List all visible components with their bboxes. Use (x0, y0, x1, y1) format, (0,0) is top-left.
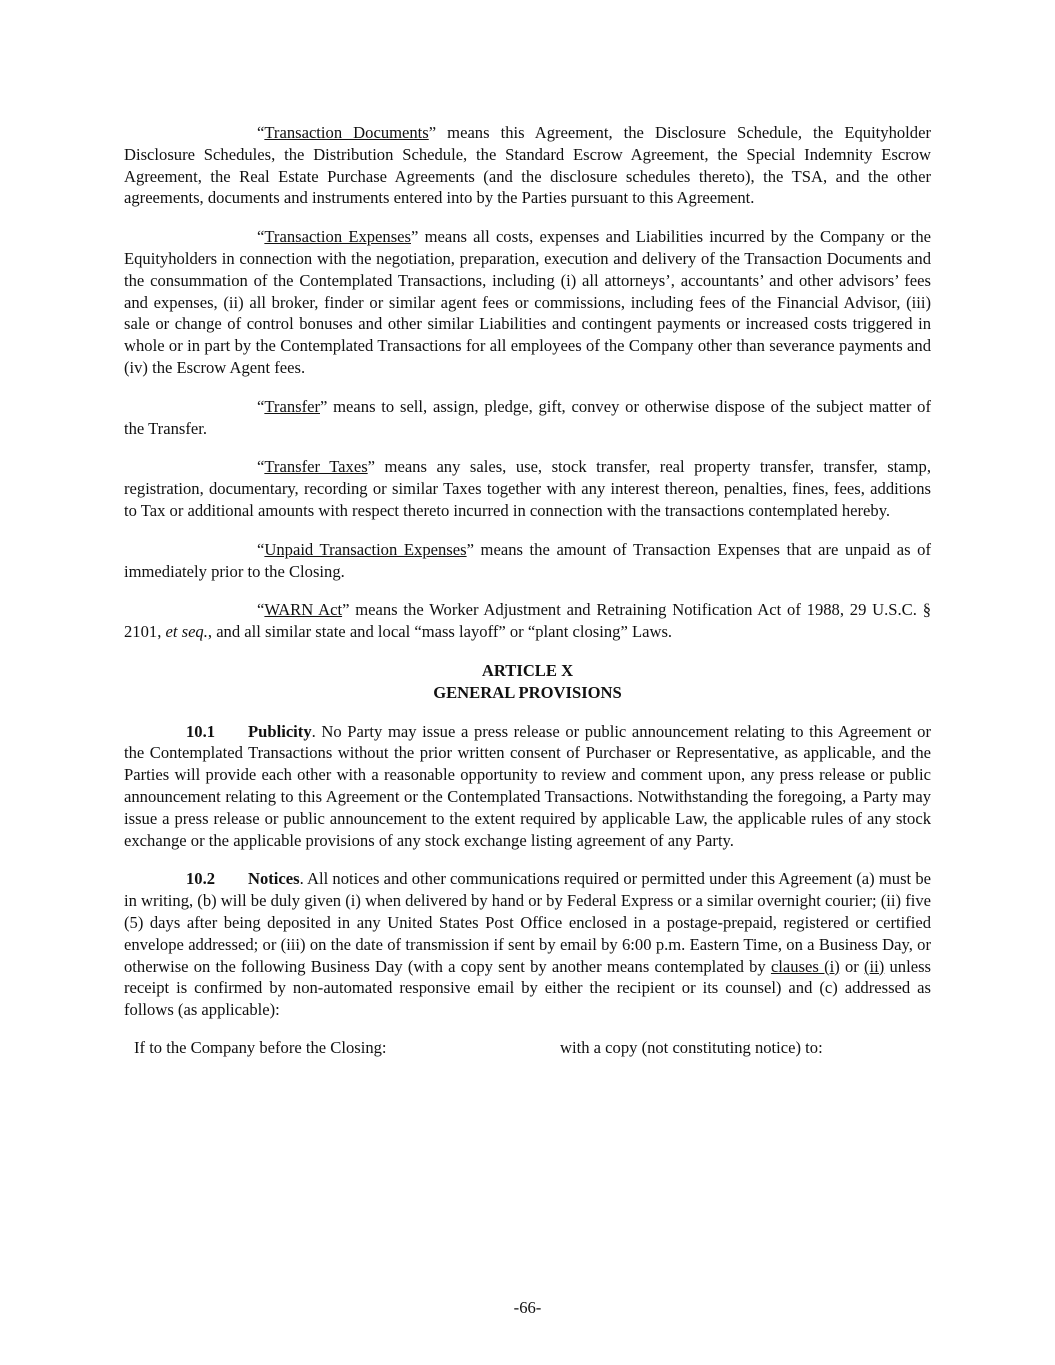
open-quote: “ (257, 539, 265, 559)
definition-transfer (124, 396, 931, 440)
section-number: 10.2 (186, 869, 216, 889)
section-10-2-notices (124, 868, 931, 1021)
page-number: -66- (513, 1298, 542, 1317)
definition-text: ” means the Worker Adjustment and Retraining Notification Act of 1988, 29 U.S.C. § 2101, (124, 600, 931, 642)
definition-transaction-documents (124, 122, 931, 209)
open-quote: “ (257, 123, 265, 142)
company-address-label: If to the Company before the Closing: (134, 1037, 387, 1057)
section-text: . No Party may issue a press release or public announcement relating to this Agreement or the Contemplated Transactions without the prior written consent of Purchaser or Representative, as applicable, and the Parties will provide each other with a reasonable opportunity to review and comment upon, any press release or public announcement relating to this Agreement or the Contemplated Transactions. Notwithstanding the foregoing, a Party may issue a press release or public announcement to the extent required by applicable Law, the applicable rules of any stock exchange or the applicable provisions of any stock exchange listing agreement of any Party. (124, 721, 931, 850)
article-heading (124, 660, 931, 704)
open-quote: “ (257, 600, 265, 620)
section-title: Publicity (248, 721, 312, 741)
section-text-end: unless receipt is confirmed by non-automated responsive email by either the recipient or its counsel) and (c) addressed as follows (as applicable): (124, 956, 931, 1020)
section-text: . All notices and other communications required or permitted under this Agreement (a) must be in writing, (b) will be duly given (i) when delivered by hand or by Federal Express or a similar overnight courier; (ii) five (5) days after being deposited in any United States Post Office enclosed in a postage-prepaid, registered or certified envelope addressed; or (iii) on the date of transmission if sent by email by 6:00 p.m. Eastern Time, on a Business Day, or otherwise on the following Business Day (with a copy sent by another means contemplated by (124, 869, 931, 976)
section-text-connector: or (839, 956, 865, 976)
defined-term: Transaction Documents (264, 123, 429, 142)
address-header-row (124, 1037, 931, 1059)
definition-transfer-taxes (124, 456, 931, 521)
document-page (124, 122, 931, 1059)
open-quote: “ (257, 396, 265, 416)
section-title: Notices (248, 869, 300, 889)
definition-text: ” means any sales, use, stock transfer, real property transfer, transfer, stamp, registration, documentary, recording or similar Taxes together with any interest thereon, penalties, fines, fees, additions to Tax or additional amounts with respect thereto incurred in connection with the transactions contemplated hereby. (124, 457, 931, 520)
defined-term: WARN Act (264, 600, 343, 620)
clause-reference: clauses (i) (770, 956, 840, 976)
section-number: 10.1 (186, 721, 216, 741)
clause-reference: (ii) (864, 956, 885, 976)
article-number: ARTICLE X (481, 660, 574, 680)
defined-term: Transfer Taxes (264, 457, 368, 477)
definition-warn-act (124, 599, 931, 643)
definition-text-end: , and all similar state and local “mass layoff” or “plant closing” Laws. (207, 622, 673, 642)
definition-transaction-expenses (124, 226, 931, 379)
definition-unpaid-transaction-expenses (124, 539, 931, 583)
open-quote: “ (257, 227, 265, 247)
definition-text: ” means this Agreement, the Disclosure Schedule, the Equityholder Disclosure Schedules, the Distribution Schedule, the Standard Escrow Agreement, the Special Indemnity Escrow Agreement, the Real Estate Purchase Agreements (and the disclosure schedules thereto), the TSA, and the other agreements, documents and instruments entered into by the Parties pursuant to this Agreement. (124, 123, 931, 208)
open-quote: “ (257, 457, 265, 477)
article-title: GENERAL PROVISIONS (433, 682, 622, 702)
defined-term: Transfer (264, 396, 320, 416)
defined-term: Unpaid Transaction Expenses (264, 539, 467, 559)
copy-address-label: with a copy (not constituting notice) to: (560, 1037, 823, 1057)
section-10-1-publicity (124, 721, 931, 852)
defined-term: Transaction Expenses (264, 227, 411, 247)
latin-phrase: et seq. (165, 622, 208, 642)
definition-text: ” means all costs, expenses and Liabilities incurred by the Company or the Equityholders in connection with the negotiation, preparation, execution and delivery of the Transaction Documents and the consummation of the Contemplated Transactions, including (i) all attorneys’, accountants’ and other advisors’ fees and expenses, (ii) all broker, finder or similar agent fees or commissions, including fees of the Financial Advisor, (iii) sale or change of control bonuses and other similar Liabilities and contingent payments or increased costs triggered in whole or in part by the Contemplated Transactions for all employees of the Company other than severance payments and (iv) the Escrow Agent fees. (124, 227, 931, 377)
definition-text: ” means the amount of Transaction Expenses that are unpaid as of immediately prior to the Closing. (124, 539, 932, 581)
definition-text: ” means to sell, assign, pledge, gift, convey or otherwise dispose of the subject matter of the Transfer. (124, 396, 931, 438)
